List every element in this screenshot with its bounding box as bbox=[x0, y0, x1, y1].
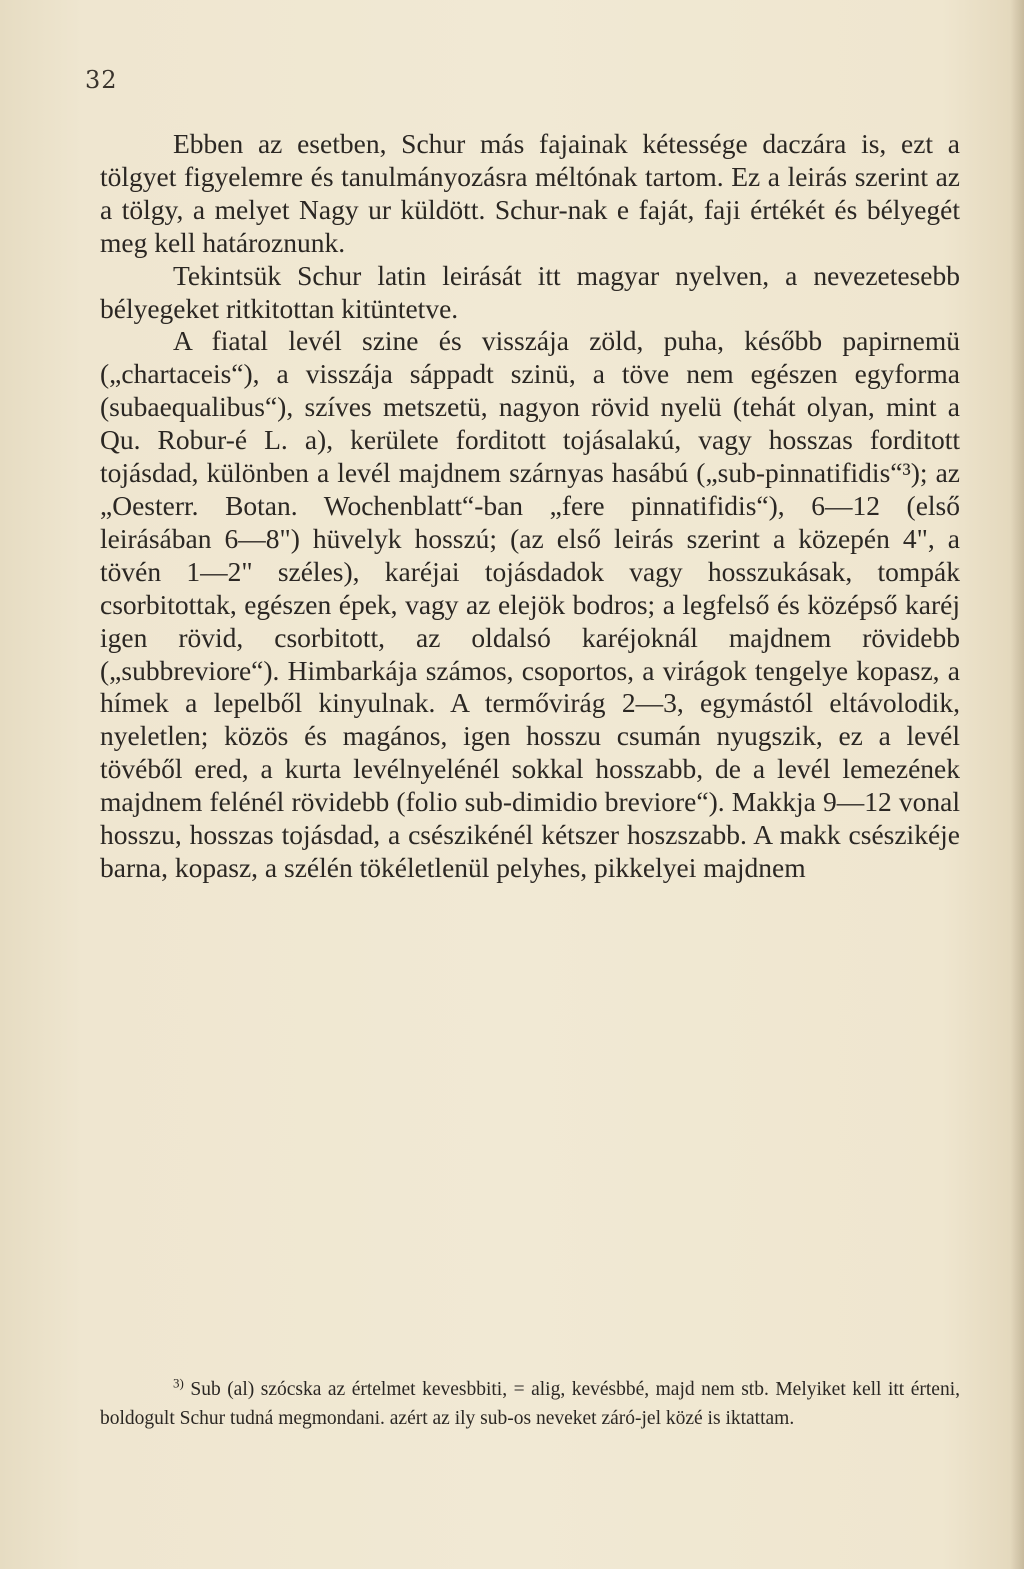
body-text bbox=[100, 128, 960, 885]
footnote-block bbox=[100, 1375, 960, 1433]
page-number: 32 bbox=[85, 66, 118, 94]
page-edge-shadow bbox=[1010, 0, 1024, 1569]
footnote bbox=[100, 1375, 960, 1433]
footnote-marker: 3) bbox=[173, 1375, 184, 1391]
paragraph-3: A fiatal levél szine és visszája zöld, puha, később papirnemü („chartaceis“), a visszája sáppadt szinü, a töve nem egészen egyforma (subaequalibus“), szíves metszetü, nagyon rövid nyelü (tehát olyan, mint a Qu. Robur-é L. a), kerülete forditott tojásalakú, vagy hosszas forditott tojásdad, különben a levél majdnem szárnyas hasábú („sub-pinnatifidis“³); az „Oesterr. Botan. Wochenblatt“-ban „fere pinnatifidis“), 6—12 (első leirásában 6—8") hüvelyk hosszú; (az első leirás szerint a közepén 4", a tövén 1—2" széles), karéjai tojásdadok vagy hosszukásak, tompák csorbitottak, egészen épek, vagy az elejök bodros; a legfelső és középső karéj igen rövid, csorbitott, az oldalsó karéjoknál majdnem rövidebb („subbreviore“). Himbarkája számos, csoportos, a virágok tengelye kopasz, a hímek a lepelből kinyulnak. A termővirág 2—3, egymástól eltávolodik, nyeletlen; közös és magános, igen hosszu csumán nyugszik, ez a levél tövéből ered, a kurta levélnyelénél sokkal hosszabb, de a levél lemezének majdnem felénél rövidebb (folio sub-dimidio breviore“). Makkja 9—12 vonal hosszu, hosszas tojásdad, a csészikénél kétszer hoszszabb. A makk csészikéje barna, kopasz, a szélén tökéletlenül pelyhes, pikkelyei majdnem bbox=[100, 325, 960, 883]
paragraph-1: Ebben az esetben, Schur más fajainak kétessége daczára is, ezt a tölgyet figyelemre és tanulmányozásra méltónak tartom. Ez a leirás szerint az a tölgy, a melyet Nagy ur küldött. Schur-nak e faját, faji értékét és bélyegét meg kell határoznunk. bbox=[100, 128, 960, 258]
footnote-text: Sub (al) szócska az értelmet kevesbbiti, = alig, kevésbbé, majd nem stb. Melyiket kell itt érteni, boldogult Schur tudná megmondani. azért az ily sub-os neveket záró-jel közé is iktattam. bbox=[100, 1379, 960, 1429]
paragraph-2: Tekintsük Schur latin leirását itt magyar nyelven, a nevezetesebb bélyegeket ritkitottan kitüntetve. bbox=[100, 259, 960, 324]
